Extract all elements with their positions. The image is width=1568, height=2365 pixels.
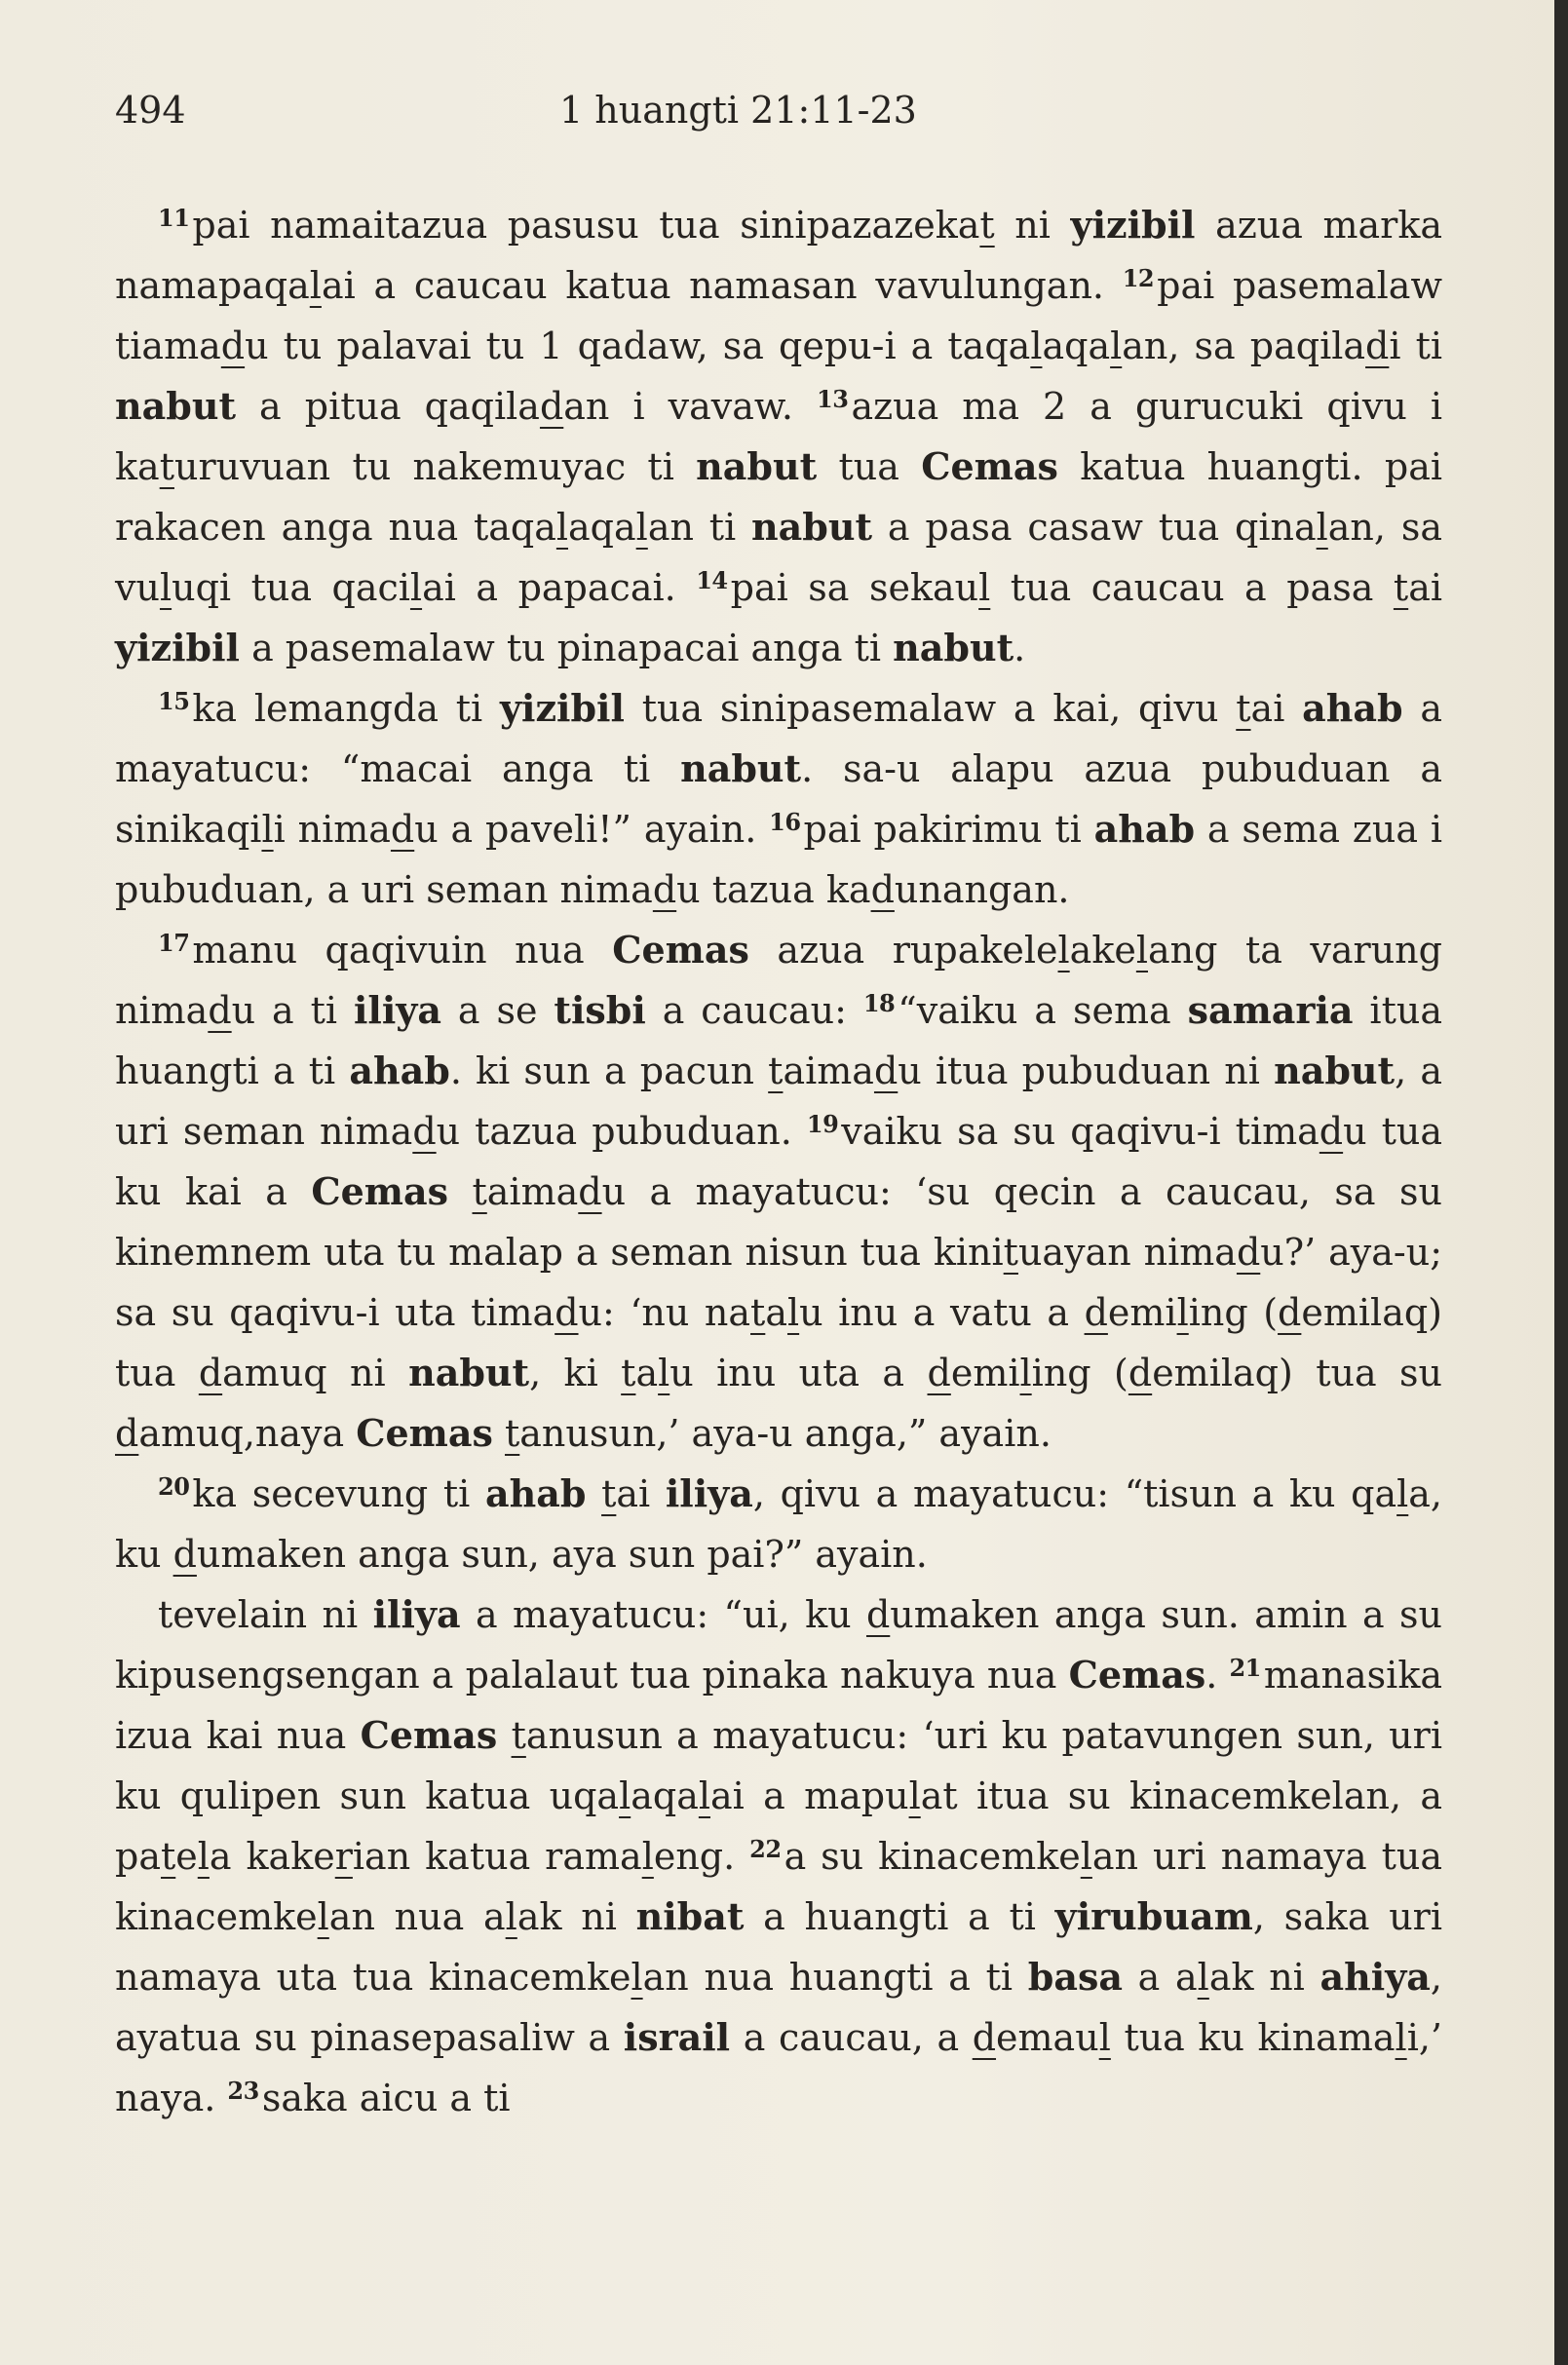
bold-name: ahab [1302, 686, 1403, 730]
text-run: amuq ni [222, 1352, 409, 1394]
verse-number: 11 [158, 204, 190, 232]
text-run: tua ku kinama [1110, 2016, 1396, 2059]
text-run: e [175, 1835, 198, 1878]
bold-name: tisbi [554, 988, 646, 1032]
text-run: l [309, 264, 322, 307]
text-run: vaiku sa su qaqivu-i tima [841, 1110, 1319, 1153]
text-run: unangan. [894, 868, 1070, 911]
text-run: tua caucau a pasa [990, 566, 1394, 609]
chapter-reference: 1 huangti 21:11-23 [559, 89, 917, 132]
text-run: d [1084, 1291, 1108, 1334]
text-run: d [220, 324, 246, 367]
bold-name: nabut [696, 444, 818, 488]
text-run: . [1205, 1654, 1230, 1697]
text-run: d [555, 1291, 579, 1334]
text-run: a a [1122, 1956, 1198, 1999]
verse-number: 20 [158, 1472, 190, 1501]
text-run: l [698, 1774, 711, 1817]
text-run: an uri namaya tua kinacemke [115, 1835, 1443, 1938]
text-run: ai [616, 1472, 666, 1515]
text-run: d [652, 868, 677, 911]
text-run: , saka uri namaya uta tua kinacemke [115, 1895, 1442, 1999]
text-run: an nua a [328, 1895, 506, 1938]
text-run: l [1316, 506, 1328, 549]
text-run: l [1135, 929, 1148, 972]
text-run: ak ni [1208, 1956, 1320, 1999]
text-run: an, sa paqila [1122, 324, 1366, 367]
text-run: d [390, 808, 415, 851]
text-run: a kake [209, 1835, 335, 1878]
text-run: d [972, 2016, 997, 2059]
text-run: t [1236, 687, 1251, 730]
text-run: l [635, 506, 648, 549]
text-run: l [641, 1835, 654, 1878]
text-run: u tazua pubuduan. [436, 1110, 807, 1153]
text-run: d [208, 989, 232, 1032]
text-run: l [1098, 2016, 1111, 2059]
text-run: katua huangti. pai rakacen anga nua taqa [115, 445, 1442, 549]
text-run: t [504, 1412, 520, 1455]
paragraph [115, 1584, 1442, 2128]
text-run: , a uri seman nima [115, 1049, 1442, 1153]
text-run: ni [994, 204, 1071, 247]
paragraph [115, 678, 1442, 920]
text-run: ai [1250, 687, 1303, 730]
verse-number: 17 [158, 929, 190, 957]
bold-name: yizibil [499, 686, 625, 730]
verse-number: 12 [1122, 264, 1155, 292]
bold-name: nabut [751, 505, 873, 549]
text-run: l [619, 1774, 631, 1817]
text-run: l [978, 566, 991, 609]
text-run: ka secevung ti [192, 1472, 485, 1515]
bold-name: ahiya [1319, 1955, 1431, 1999]
text-run: aqa [631, 1774, 699, 1817]
text-run: l [1396, 1472, 1409, 1515]
text-run: u a ti [231, 989, 354, 1032]
verse-number: 16 [769, 808, 801, 836]
text-run: l [409, 566, 423, 609]
text-run: d [865, 1593, 891, 1636]
text-run: emilaq) tua [115, 1291, 1443, 1394]
text-run: l [555, 506, 569, 549]
text-run: a caucau: [645, 989, 863, 1032]
text-run: a su kinacemke [784, 1835, 1081, 1878]
text-run: u: ‘nu na [578, 1291, 751, 1334]
text-run: a [765, 1291, 787, 1334]
bold-name: iliya [372, 1592, 461, 1636]
text-run: amuq,naya [138, 1412, 357, 1455]
text-run: ai a mapu [710, 1774, 909, 1817]
text-run: d [198, 1352, 223, 1394]
text-run [493, 1412, 505, 1455]
bold-name: nabut [1274, 1049, 1396, 1092]
text-run: , ki [529, 1352, 622, 1394]
text-run: eng. [653, 1835, 750, 1878]
text-run: u tazua ka [676, 868, 871, 911]
text-run: a [635, 1352, 659, 1394]
text-run: ian katua rama [352, 1835, 642, 1878]
text-run: u a paveli!” ayain. [414, 808, 770, 851]
text-run: d [873, 1049, 899, 1092]
bold-name: Cemas [360, 1713, 498, 1757]
bold-name: yirubuam [1054, 1894, 1253, 1938]
text-run: an nua huangti a ti [642, 1956, 1028, 1999]
text-run: l [317, 1895, 329, 1938]
text-run: aqa [1042, 324, 1111, 367]
text-run: ai a papacai. [422, 566, 697, 609]
text-run: t [1003, 1231, 1018, 1274]
text-run: azua ma 2 a gurucuki qivu i ka [115, 385, 1442, 488]
text-run: l [1176, 1291, 1189, 1334]
bold-name: nabut [408, 1351, 530, 1394]
text-run: a, ku [115, 1472, 1442, 1576]
text-run: l [261, 808, 274, 851]
text-run: . sa-u alapu azua pubuduan a sinikaqi [115, 747, 1442, 851]
bold-name: Cemas [612, 928, 749, 972]
text-run: . ki sun a pacun [449, 1049, 769, 1092]
bold-name: Cemas [921, 444, 1058, 488]
text-run: l [1080, 1835, 1092, 1878]
text-run: u a mayatucu: ‘su qecin a caucau, sa su kinemnem uta tu malap a seman nisun tua kini [115, 1170, 1442, 1274]
verse-number: 14 [696, 566, 728, 594]
text-run: , qivu a mayatucu: “tisun a ku qa [752, 1472, 1397, 1515]
page-edge [1554, 0, 1568, 2365]
text-run: at itua su kinacemkelan, a pa [115, 1774, 1442, 1878]
text-run: t [160, 1835, 176, 1878]
bold-name: basa [1027, 1955, 1123, 1999]
text-run: i ti [1389, 324, 1443, 367]
text-run: ka lemangda ti [192, 687, 500, 730]
verse-number: 18 [862, 989, 896, 1017]
text-run: l [1030, 324, 1043, 367]
text-run: , ayatua su pinasepasaliw a [115, 1956, 1443, 2059]
scripture-text [115, 195, 1442, 2128]
text-run [448, 1170, 472, 1213]
text-run: l [631, 1956, 643, 1999]
paragraph [115, 1464, 1442, 1584]
bold-name: nabut [680, 746, 802, 790]
text-run: d [1128, 1352, 1153, 1394]
paragraph [115, 920, 1442, 1464]
text-run: l [1395, 2016, 1407, 2059]
text-run: i,’ naya. [115, 2016, 1442, 2119]
text-run: r [334, 1835, 353, 1878]
bold-name: israil [623, 2015, 731, 2059]
bold-name: iliya [353, 988, 441, 1032]
text-run: a mayatucu: “ui, ku [460, 1593, 866, 1636]
bold-name: iliya [665, 1471, 753, 1515]
bold-name: ahab [349, 1049, 450, 1092]
text-run: u tua ku kai a [115, 1110, 1443, 1213]
text-run: l [908, 1774, 921, 1817]
text-run: t [159, 445, 174, 488]
text-run: i nima [273, 808, 391, 851]
text-run: t [511, 1714, 526, 1757]
text-run: saka aicu a ti [261, 2077, 511, 2119]
text-run: pai namaitazua pasusu tua sinipazazeka [192, 204, 980, 247]
text-run: an, sa vu [115, 506, 1442, 609]
bold-name: yizibil [1070, 203, 1196, 247]
bold-name: nibat [635, 1894, 745, 1938]
text-run: ak ni [516, 1895, 636, 1938]
text-run: u tu palavai tu 1 qadaw, sa qepu-i a taqa [245, 324, 1031, 367]
text-run: “vaiku a sema [898, 989, 1188, 1032]
bold-name: nabut [893, 626, 1014, 669]
text-run: ake [1069, 929, 1136, 972]
text-run: tevelain ni [158, 1593, 373, 1636]
bold-name: yizibil [115, 626, 240, 669]
text-run: d [172, 1533, 197, 1576]
text-run: t [1393, 566, 1409, 609]
bold-name: nabut [115, 384, 237, 428]
text-run: d [870, 868, 895, 911]
text-run: itua huangti a ti [115, 989, 1442, 1092]
running-header [115, 86, 1440, 134]
text-run: l [1057, 929, 1070, 972]
text-run: a mayatucu: “macai anga ti [115, 687, 1443, 790]
text-run: umaken anga sun, aya sun pai?” ayain. [196, 1533, 928, 1576]
text-run: l [1110, 324, 1123, 367]
text-run: emi [1107, 1291, 1177, 1334]
text-run: emilaq) tua su [1152, 1352, 1443, 1394]
text-run: uruvuan tu nakemuyac ti [173, 445, 697, 488]
text-run: l [658, 1352, 670, 1394]
text-run: pai sa sekau [730, 566, 979, 609]
bold-name: Cemas [356, 1411, 493, 1455]
text-run: azua marka namapaqa [115, 204, 1443, 307]
bold-name: Cemas [311, 1169, 449, 1213]
text-run: l [505, 1895, 517, 1938]
text-run: u?’ aya-u; sa su qaqivu-i uta tima [115, 1231, 1443, 1334]
text-run: t [750, 1291, 766, 1334]
text-run: tua sinipasemalaw a kai, qivu [624, 687, 1237, 730]
text-run: a huangti a ti [744, 1895, 1055, 1938]
text-run: a se [441, 989, 555, 1032]
text-run: l [786, 1291, 800, 1334]
text-run: emau [996, 2016, 1099, 2059]
verse-number: 23 [227, 2077, 259, 2105]
text-run: l [1197, 1956, 1209, 1999]
text-run: anusun,’ aya-u anga,” ayain. [519, 1412, 1052, 1455]
text-run: d [1236, 1231, 1261, 1274]
text-run [497, 1714, 511, 1757]
text-run: u inu uta a [669, 1352, 928, 1394]
text-run: manu qaqivuin nua [192, 929, 613, 972]
text-run: t [979, 204, 995, 247]
verse-number: 15 [158, 687, 190, 715]
text-run: umaken anga sun. amin a su kipusengsengan a palalaut tua pinaka nakuya nua [115, 1593, 1442, 1697]
text-run: . [1013, 627, 1026, 669]
text-run: t [621, 1352, 636, 1394]
text-run: d [1278, 1291, 1302, 1334]
bold-name: samaria [1187, 988, 1354, 1032]
paragraph [115, 195, 1442, 678]
text-run: ang ta varung nima [115, 929, 1442, 1032]
text-run: a caucau, a [730, 2016, 973, 2059]
text-run: an ti [647, 506, 752, 549]
text-run: ai [1408, 566, 1442, 609]
text-run: a sema zua i pubuduan, a uri seman nima [115, 808, 1443, 911]
text-run: u itua pubuduan ni [898, 1049, 1275, 1092]
text-run: ing ( [1188, 1291, 1279, 1334]
text-run: an i vavaw. [563, 385, 818, 428]
text-run: aima [783, 1049, 874, 1092]
text-run: anusun a mayatucu: ‘uri ku patavungen sun, uri ku qulipen sun katua uqa [115, 1714, 1442, 1817]
text-run: d [539, 385, 564, 428]
text-run: a pasa casaw tua qina [872, 506, 1317, 549]
text-run: t [768, 1049, 784, 1092]
text-run: a pasemalaw tu pinapacai anga ti [239, 627, 894, 669]
text-run: u inu a vatu a [799, 1291, 1085, 1334]
bold-name: Cemas [1068, 1653, 1206, 1697]
text-run: l [159, 566, 172, 609]
text-run: t [601, 1472, 617, 1515]
bold-name: ahab [484, 1471, 587, 1515]
text-run: t [472, 1170, 487, 1213]
text-run: aima [486, 1170, 579, 1213]
text-run: l [1019, 1352, 1032, 1394]
text-run: uqi tua qaci [172, 566, 410, 609]
text-run: emi [950, 1352, 1020, 1394]
text-run: d [412, 1110, 437, 1153]
bold-name: ahab [1093, 807, 1196, 851]
text-run: pai pakirimu ti [803, 808, 1094, 851]
text-run: d [1365, 324, 1390, 367]
text-run: l [197, 1835, 210, 1878]
text-run [586, 1472, 601, 1515]
text-run: uayan nima [1017, 1231, 1237, 1274]
text-run: d [927, 1352, 951, 1394]
text-run: aqa [568, 506, 636, 549]
verse-number: 21 [1229, 1654, 1261, 1682]
text-run: d [115, 1412, 139, 1455]
page-number: 494 [115, 89, 186, 132]
verse-number: 19 [806, 1110, 839, 1138]
verse-number: 22 [749, 1835, 782, 1863]
text-run: a pitua qaqila [236, 385, 540, 428]
text-run: pai pasemalaw tiama [115, 264, 1442, 367]
text-run: ai a caucau katua namasan vavulungan. [321, 264, 1123, 307]
text-run: azua rupakele [748, 929, 1058, 972]
text-run: d [578, 1170, 602, 1213]
verse-number: 13 [817, 385, 849, 413]
text-run: ing ( [1031, 1352, 1128, 1394]
text-run: manasika izua kai nua [115, 1654, 1442, 1757]
text-run: d [1319, 1110, 1344, 1153]
text-run: tua [817, 445, 922, 488]
